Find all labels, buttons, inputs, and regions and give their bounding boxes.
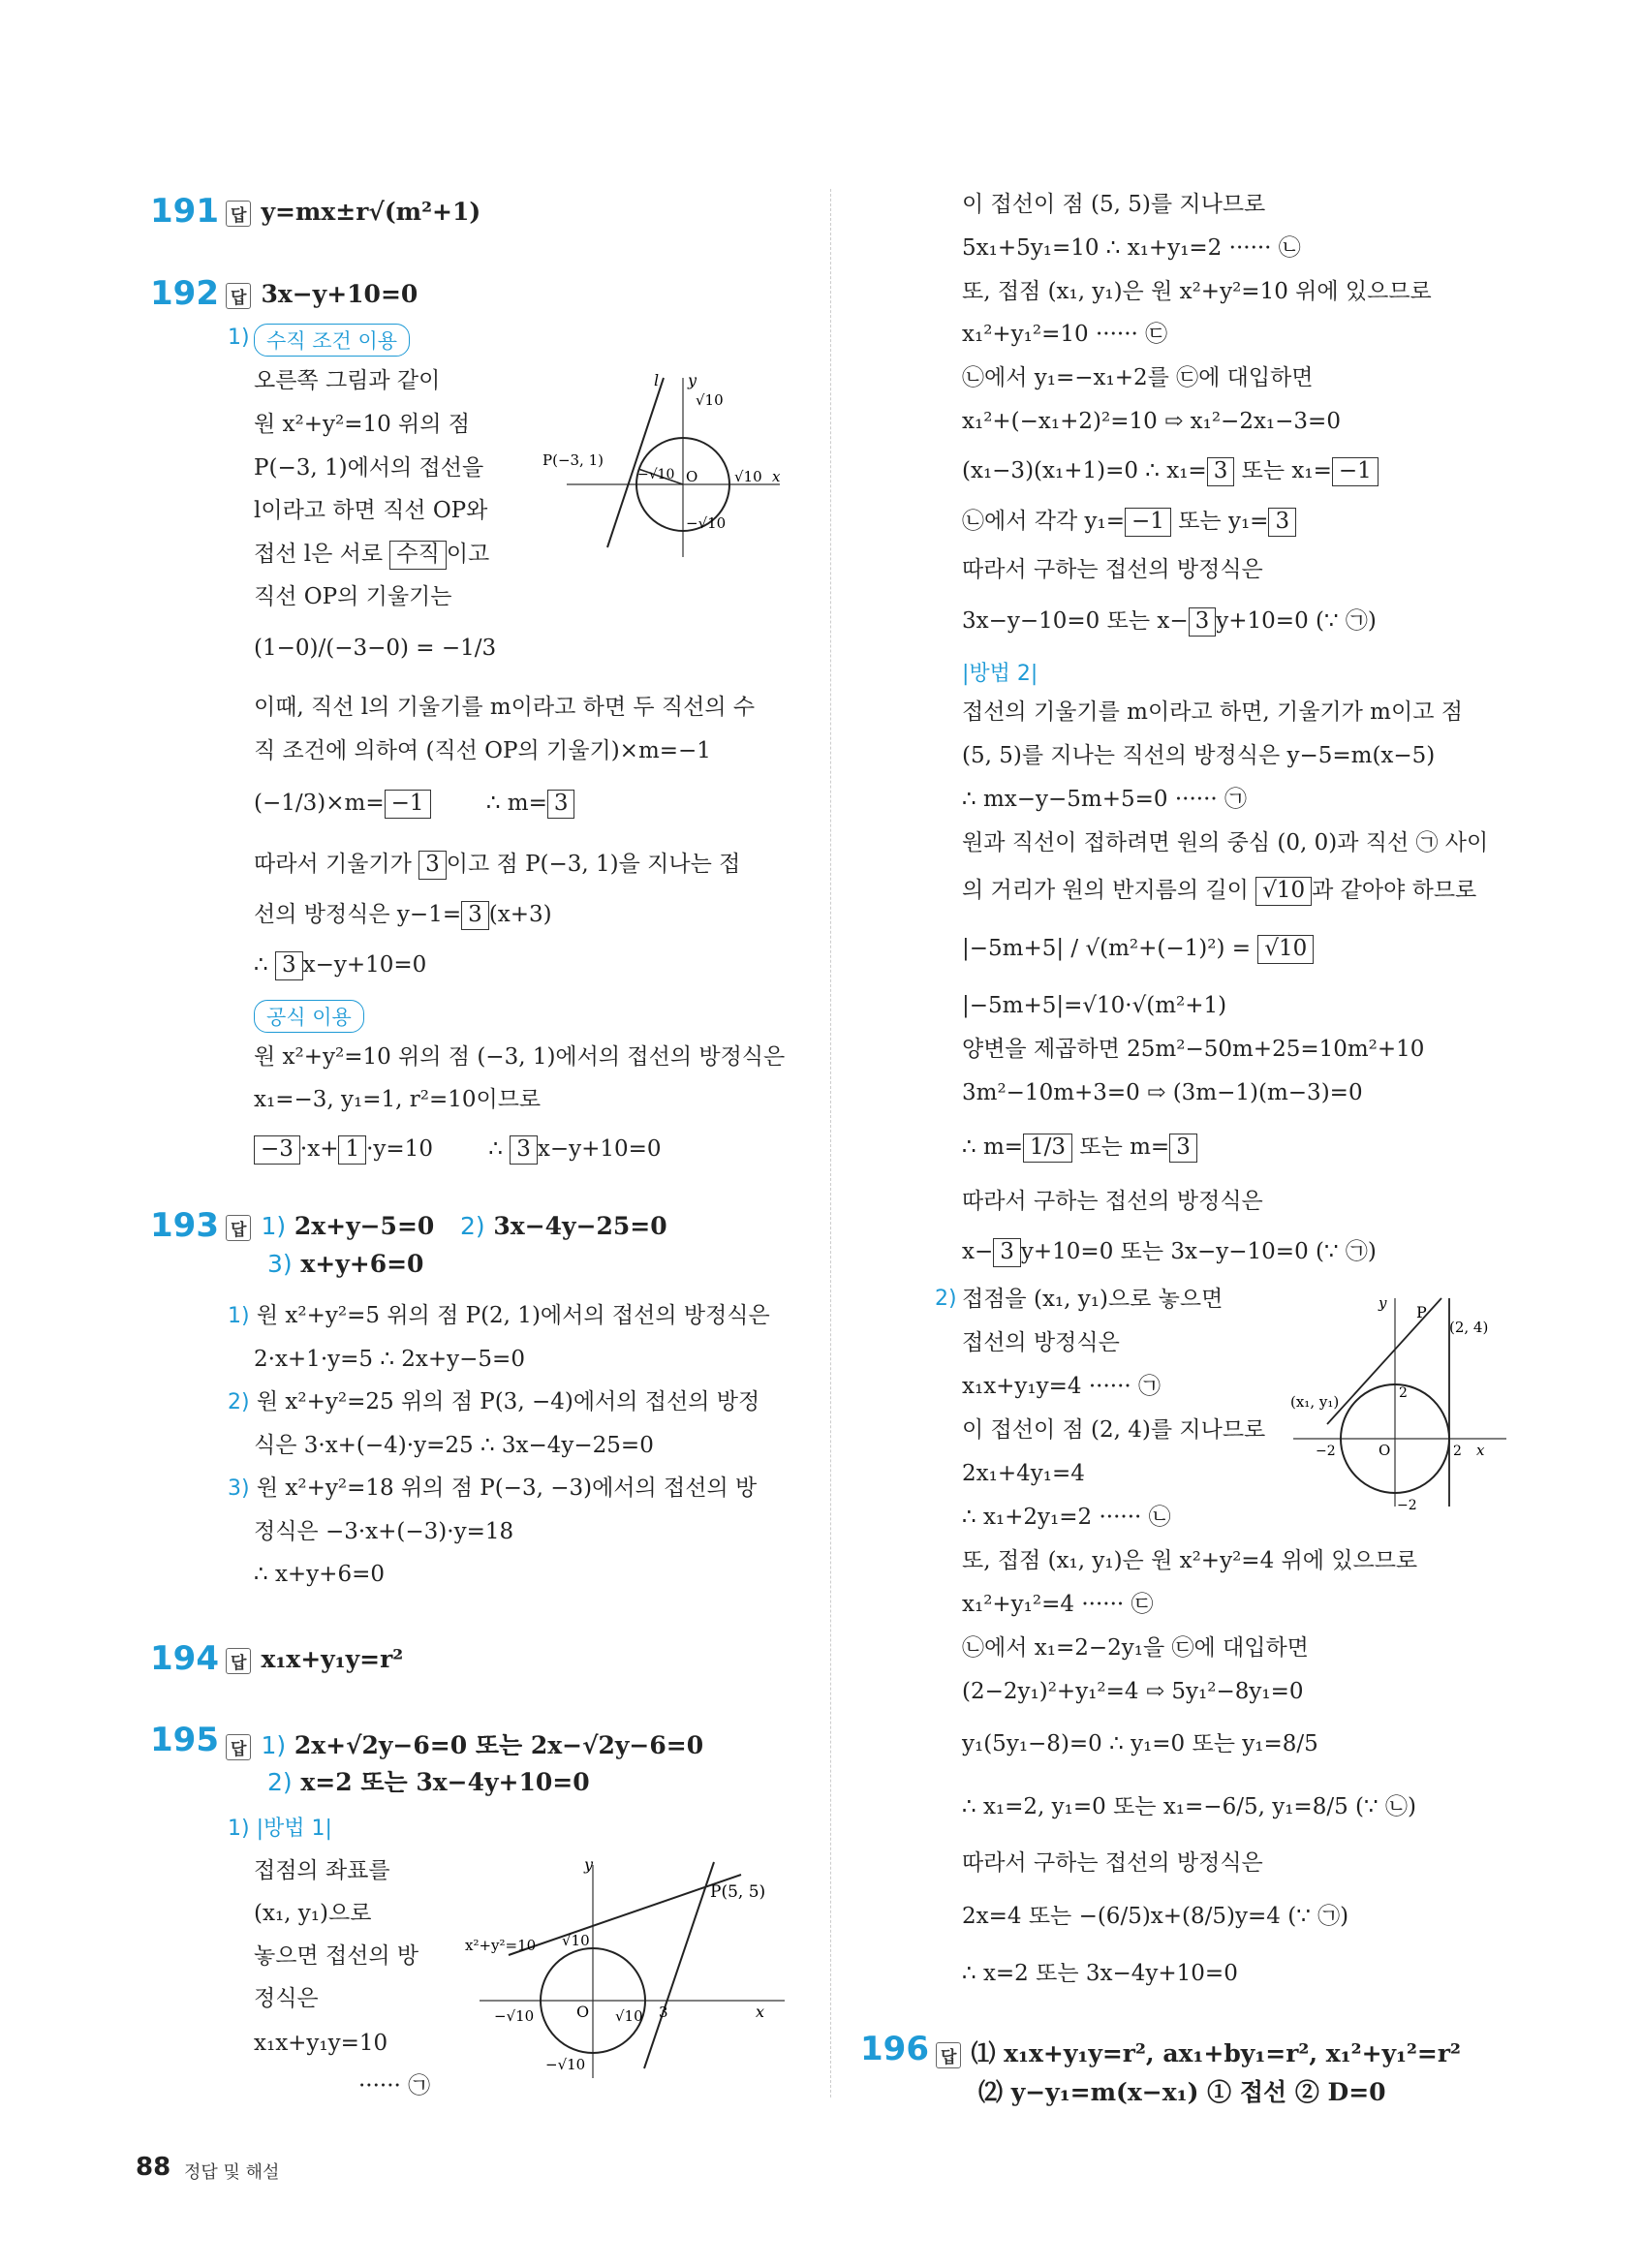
label-neg-sqrt10-bottom: −√10 xyxy=(686,514,727,532)
answer-192-text: 3x−y+10=0 xyxy=(261,280,418,308)
answer-193-3-line xyxy=(267,1250,423,1278)
text-span: 따라서 기울기가 xyxy=(254,852,412,877)
answer-box: √10 xyxy=(1257,935,1314,964)
answer-box: 3 xyxy=(1207,457,1235,486)
text-line: 이 접선이 점 (2, 4)를 지나므로 xyxy=(962,1417,1266,1443)
answer-192 xyxy=(226,280,418,309)
text-line: 접선의 기울기를 m이라고 하면, 기울기가 m이고 점 xyxy=(962,699,1463,725)
text-line xyxy=(228,1303,770,1330)
text-line: 따라서 구하는 접선의 방정식은 xyxy=(962,1189,1263,1214)
problem-number-196: 196 xyxy=(860,2030,929,2068)
text-line xyxy=(254,851,740,880)
text-line: ㉡에서 y₁=−x₁+2를 ㉢에 대입하면 xyxy=(962,365,1314,390)
answer-box: 3 xyxy=(461,901,489,930)
text-line xyxy=(962,1134,1197,1163)
text-span: y+10=0 (∵ ㉠) xyxy=(1216,608,1377,634)
text-line: y₁(5y₁−8)=0 ∴ y₁=0 또는 y₁=8/5 xyxy=(962,1731,1318,1756)
text-span: 과 같아야 하므로 xyxy=(1312,878,1477,903)
figure-192-circle-tangent xyxy=(538,368,790,562)
page-number: 88 xyxy=(136,2153,171,2182)
text-line: 오른쪽 그림과 같이 xyxy=(254,368,441,393)
method-2-heading: |방법 2| xyxy=(962,662,1038,686)
answer-box: 수직 xyxy=(389,541,446,570)
answer-195 xyxy=(226,1726,703,1761)
problem-number-191: 191 xyxy=(150,192,219,231)
text-line: 접점의 좌표를 xyxy=(254,1858,390,1883)
text-span: ∴ xyxy=(254,952,268,978)
label-y: y xyxy=(688,371,697,389)
sub-label-2: 2) xyxy=(935,1287,957,1311)
answer-box: 3 xyxy=(418,851,447,880)
label-tangent-point: (x₁, y₁) xyxy=(1290,1393,1340,1411)
text-line: 또, 접점 (x₁, y₁)은 원 x²+y²=4 위에 있으므로 xyxy=(962,1548,1418,1573)
text-span: ∴ m= xyxy=(485,791,547,816)
answer-index: 2) xyxy=(267,1768,293,1796)
text-span: 원 x²+y²=18 위의 점 P(−3, −3)에서의 접선의 방 xyxy=(256,1476,758,1501)
label-neg2-y: −2 xyxy=(1397,1498,1417,1511)
answer-195-1: 2x+√2y−6=0 또는 2x−√2y−6=0 xyxy=(294,1731,704,1759)
text-line: ∴ mx−y−5m+5=0 ······ ㉠ xyxy=(962,787,1248,812)
text-line xyxy=(228,1476,757,1503)
text-span: 원 x²+y²=5 위의 점 P(2, 1)에서의 접선의 방정식은 xyxy=(256,1303,770,1328)
answer-box: 3 xyxy=(510,1135,538,1165)
text-span: ·y=10 xyxy=(366,1136,433,1162)
answer-193 xyxy=(226,1212,667,1241)
method-title: |방법 1| xyxy=(256,1817,332,1841)
answer-196 xyxy=(936,2035,1461,2069)
text-line: ∴ x=2 또는 3x−4y+10=0 xyxy=(962,1961,1238,1986)
text-span: ·x+ xyxy=(299,1136,339,1162)
answer-index: 3) xyxy=(267,1250,293,1278)
text-line: x₁x+y₁y=10 xyxy=(254,2031,388,2056)
answer-box: 3 xyxy=(1169,1134,1197,1163)
label-sqrt10-top: √10 xyxy=(696,391,724,409)
answer-191-text: y=mx±r√(m²+1) xyxy=(261,198,481,226)
text-span: y+10=0 또는 3x−y−10=0 (∵ ㉠) xyxy=(1020,1239,1377,1264)
text-span: 또는 m= xyxy=(1079,1134,1170,1160)
text-line: ㉡에서 x₁=2−2y₁을 ㉢에 대입하면 xyxy=(962,1635,1309,1661)
answer-196-2: ⑵ y−y₁=m(x−x₁) ① 접선 ② D=0 xyxy=(978,2078,1386,2106)
text-line xyxy=(254,1135,662,1165)
text-line xyxy=(254,541,489,570)
text-line: 놓으면 접선의 방 xyxy=(254,1943,419,1969)
text-line: (2−2y₁)²+y₁²=4 ⇨ 5y₁²−8y₁=0 xyxy=(962,1679,1304,1704)
text-line: 원과 직선이 접하려면 원의 중심 (0, 0)과 직선 ㉠ 사이 xyxy=(962,830,1489,855)
label-neg2-x: −2 xyxy=(1316,1444,1336,1459)
text-span: ㉡에서 각각 y₁= xyxy=(962,509,1125,534)
label-x: x xyxy=(1476,1442,1485,1459)
text-span: 이고 점 P(−3, 1)을 지나는 접 xyxy=(446,852,741,877)
problem-number-195: 195 xyxy=(150,1721,219,1759)
text-span: x− xyxy=(962,1239,994,1264)
label-neg-sqrt10-bottom: −√10 xyxy=(545,2056,586,2073)
text-line: 정식은 −3·x+(−3)·y=18 xyxy=(254,1519,514,1544)
text-span: x−y+10=0 xyxy=(537,1136,662,1162)
label-y: y xyxy=(584,1855,594,1874)
text-line: x₁x+y₁y=4 ······ ㉠ xyxy=(962,1374,1162,1399)
answer-193-3: x+y+6=0 xyxy=(300,1250,424,1278)
text-line: P(−3, 1)에서의 접선을 xyxy=(254,455,484,481)
answer-index: 1) xyxy=(261,1731,287,1759)
text-line: 원 x²+y²=10 위의 점 xyxy=(254,412,471,437)
answer-191 xyxy=(226,198,480,227)
answer-tag: 답 xyxy=(226,1734,251,1760)
label-equation: x²+y²=10 xyxy=(465,1937,537,1954)
answer-box: −1 xyxy=(385,790,431,819)
answer-box: −1 xyxy=(1125,508,1171,537)
footer-title: 정답 및 해설 xyxy=(184,2162,280,2183)
text-line: 따라서 구하는 접선의 방정식은 xyxy=(962,1850,1263,1876)
text-span: 또는 y₁= xyxy=(1178,509,1269,534)
answer-tag: 답 xyxy=(226,1648,251,1674)
text-span: x−y+10=0 xyxy=(302,952,427,978)
text-span: 또는 x₁= xyxy=(1241,458,1332,483)
answer-box: 3 xyxy=(1268,508,1296,537)
text-line: x₁²+y₁²=10 ······ ㉢ xyxy=(962,322,1168,347)
tangent-line-2 xyxy=(644,1862,714,2068)
answer-194 xyxy=(226,1645,403,1674)
problem-number-194: 194 xyxy=(150,1639,219,1678)
text-span: (x+3) xyxy=(488,902,552,927)
answer-193-2: 3x−4y−25=0 xyxy=(493,1212,667,1240)
text-span: 선의 방정식은 y−1= xyxy=(254,902,462,927)
answer-box: −1 xyxy=(1332,457,1379,486)
text-line xyxy=(962,1238,1377,1267)
figure-195-2-circle-tangent xyxy=(1288,1289,1511,1511)
sub-label: 3) xyxy=(228,1476,250,1501)
text-line: (x₁, y₁)으로 xyxy=(254,1901,372,1926)
answer-box: 1/3 xyxy=(1023,1134,1072,1163)
answer-index: 1) xyxy=(261,1212,287,1240)
text-line: 따라서 구하는 접선의 방정식은 xyxy=(962,557,1263,582)
text-line: 식은 3·x+(−4)·y=25 ∴ 3x−4y−25=0 xyxy=(254,1433,654,1458)
text-line xyxy=(254,951,426,980)
answer-box: 3 xyxy=(547,790,575,819)
text-line xyxy=(962,457,1379,486)
text-line: 3m²−10m+3=0 ⇨ (3m−1)(m−3)=0 xyxy=(962,1080,1363,1105)
text-line: 직 조건에 의하여 (직선 OP의 기울기)×m=−1 xyxy=(254,738,711,763)
method-pill-formula: 공식 이용 xyxy=(254,1000,364,1033)
label-l: l xyxy=(654,371,660,389)
text-line: 직선 OP의 기울기는 xyxy=(254,584,452,609)
answer-box: 3 xyxy=(1189,607,1217,637)
answer-196-1: ⑴ x₁x+y₁y=r², ax₁+by₁=r², x₁²+y₁²=r² xyxy=(971,2039,1462,2067)
text-line: 접선의 방정식은 xyxy=(962,1330,1120,1355)
label-2-x: 2 xyxy=(1453,1444,1462,1459)
text-span: 3x−y−10=0 또는 x− xyxy=(962,608,1189,634)
answer-tag: 답 xyxy=(226,1215,251,1241)
answer-box: 1 xyxy=(338,1135,366,1165)
text-line: |−5m+5|=√10·√(m²+1) xyxy=(962,993,1227,1018)
label-sqrt10-top: √10 xyxy=(562,1932,590,1949)
label-origin: O xyxy=(686,468,698,485)
answer-box: √10 xyxy=(1255,877,1312,906)
text-line xyxy=(962,508,1296,537)
label-origin: O xyxy=(1379,1442,1391,1459)
text-span: |−5m+5| / √(m²+(−1)²) = xyxy=(962,936,1252,961)
text-line: (5, 5)를 지나는 직선의 방정식은 y−5=m(x−5) xyxy=(962,743,1436,768)
text-line: 이때, 직선 l의 기울기를 m이라고 하면 두 직선의 수 xyxy=(254,695,756,720)
answer-195-2-line xyxy=(267,1763,590,1798)
answer-195-2: x=2 또는 3x−4y+10=0 xyxy=(300,1768,590,1796)
answer-index: 2) xyxy=(460,1212,485,1240)
method-1-heading xyxy=(228,1812,332,1842)
text-line: x₁²+(−x₁+2)²=10 ⇨ x₁²−2x₁−3=0 xyxy=(962,409,1341,434)
answer-tag: 답 xyxy=(226,283,251,309)
text-line: 접점을 (x₁, y₁)으로 놓으면 xyxy=(962,1287,1224,1312)
label-neg-sqrt10-left: −√10 xyxy=(637,467,675,482)
text-span: 이고 xyxy=(446,542,490,567)
label-point-coords: (2, 4) xyxy=(1449,1319,1489,1336)
text-line xyxy=(962,607,1377,637)
text-line: 2x₁+4y₁=4 xyxy=(962,1461,1085,1486)
column-divider xyxy=(830,189,831,2097)
sub-label: 2) xyxy=(228,1390,250,1414)
text-span: 의 거리가 원의 반지름의 길이 xyxy=(962,878,1249,903)
text-line: ∴ x₁+2y₁=2 ······ ㉡ xyxy=(962,1505,1171,1530)
label-3: 3 xyxy=(659,2004,668,2021)
sub-label: 1) xyxy=(228,1817,250,1841)
text-span: (−1/3)×m= xyxy=(254,791,385,816)
text-span: 접선 l은 서로 xyxy=(254,542,384,567)
text-line xyxy=(254,790,574,819)
label-y: y xyxy=(1379,1294,1387,1312)
text-span: (x₁−3)(x₁+1)=0 ∴ x₁= xyxy=(962,458,1207,483)
figure-195-circle-tangents xyxy=(460,1850,794,2083)
sub-label: 1) xyxy=(228,1304,250,1328)
text-line: l이라고 하면 직선 OP와 xyxy=(254,498,488,523)
sub-label-1: 1) xyxy=(228,326,250,350)
text-line: 5x₁+5y₁=10 ∴ x₁+y₁=2 ······ ㉡ xyxy=(962,235,1301,261)
text-line: 이 접선이 점 (5, 5)를 지나므로 xyxy=(962,192,1266,217)
answer-box: 3 xyxy=(275,951,303,980)
answer-tag: 답 xyxy=(936,2042,961,2068)
text-line xyxy=(254,901,552,930)
label-2-y: 2 xyxy=(1399,1385,1408,1401)
answer-box: 3 xyxy=(993,1238,1021,1267)
method-pill-perpendicular: 수직 조건 이용 xyxy=(254,324,410,357)
label-sqrt10-right: √10 xyxy=(615,2007,643,2025)
text-line: x₁=−3, y₁=1, r²=10이므로 xyxy=(254,1087,542,1112)
text-line xyxy=(228,1389,759,1416)
text-line: 원 x²+y²=10 위의 점 (−3, 1)에서의 접선의 방정식은 xyxy=(254,1044,786,1070)
text-line: ∴ x₁=2, y₁=0 또는 x₁=−6/5, y₁=8/5 (∵ ㉡) xyxy=(962,1794,1416,1819)
answer-194-text: x₁x+y₁y=r² xyxy=(261,1645,404,1673)
label-point-p: P(−3, 1) xyxy=(542,451,604,469)
answer-193-1: 2x+y−5=0 xyxy=(294,1212,435,1240)
answer-box: −3 xyxy=(254,1135,300,1165)
label-point-p: P xyxy=(1416,1303,1427,1321)
text-line: 2·x+1·y=5 ∴ 2x+y−5=0 xyxy=(254,1347,525,1372)
label-sqrt10-right: √10 xyxy=(734,468,762,485)
fraction-line: (1−0)/(−3−0) = −1/3 xyxy=(254,636,497,661)
text-line: ∴ x+y+6=0 xyxy=(254,1562,385,1587)
text-line: x₁²+y₁²=4 ······ ㉢ xyxy=(962,1592,1154,1617)
text-line: 또, 접점 (x₁, y₁)은 원 x²+y²=10 위에 있으므로 xyxy=(962,279,1432,304)
label-origin: O xyxy=(576,2003,590,2021)
text-span: 원 x²+y²=25 위의 점 P(3, −4)에서의 접선의 방정 xyxy=(256,1389,760,1414)
answer-tag: 답 xyxy=(226,201,251,227)
text-line: 양변을 제곱하면 25m²−50m+25=10m²+10 xyxy=(962,1037,1425,1062)
text-line xyxy=(962,935,1314,964)
label-x: x xyxy=(772,468,781,485)
problem-number-192: 192 xyxy=(150,274,219,313)
text-line: ······ ㉠ xyxy=(358,2073,431,2098)
label-point-p: P(5, 5) xyxy=(710,1882,766,1902)
problem-number-193: 193 xyxy=(150,1206,219,1245)
label-x: x xyxy=(756,2003,765,2021)
text-line xyxy=(962,877,1476,906)
text-line: 정식은 xyxy=(254,1986,319,2011)
label-neg-sqrt10-left: −√10 xyxy=(494,2007,535,2025)
text-span: ∴ m= xyxy=(962,1134,1024,1160)
text-span: ∴ xyxy=(488,1136,503,1162)
text-line: 2x=4 또는 −(6/5)x+(8/5)y=4 (∵ ㉠) xyxy=(962,1904,1349,1929)
